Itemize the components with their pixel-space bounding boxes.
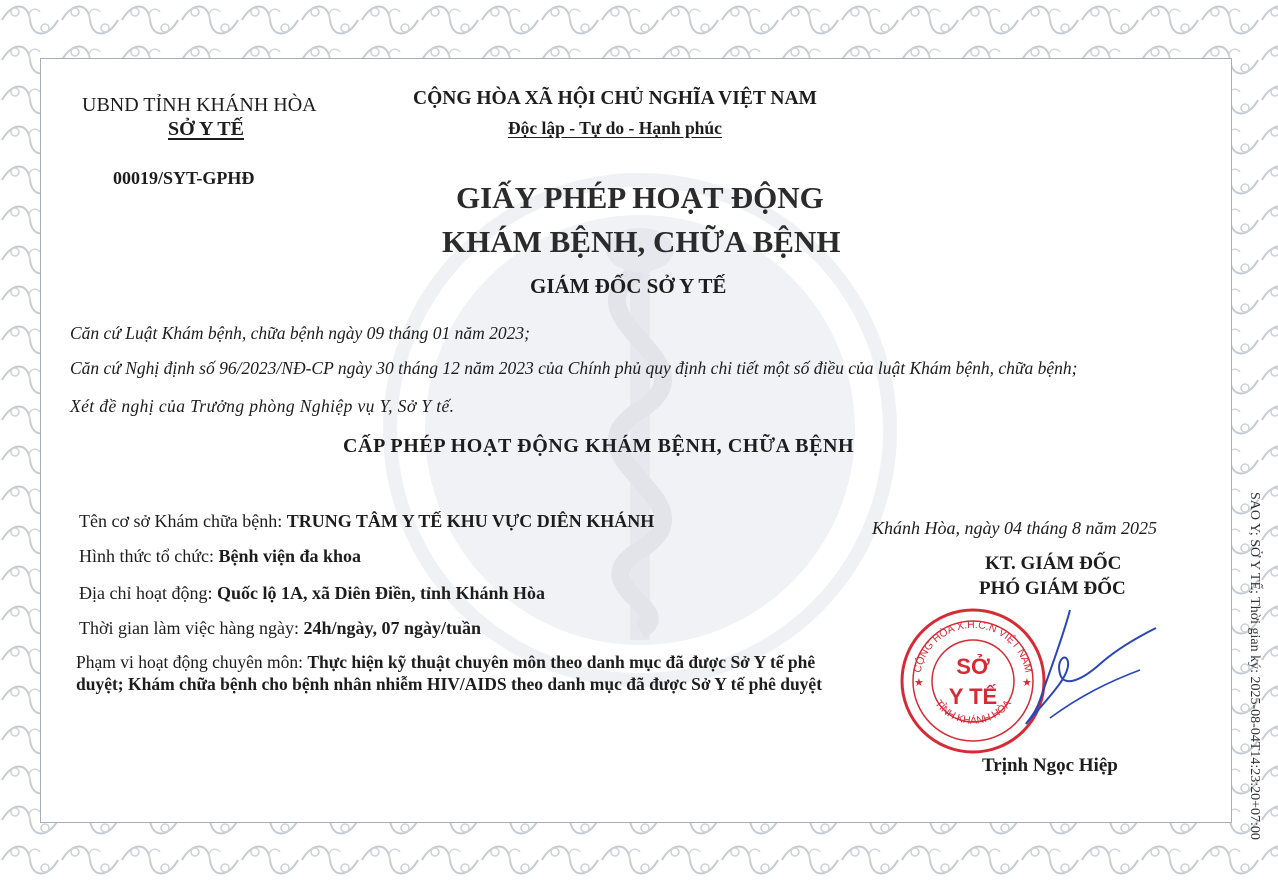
facility-name-row (79, 511, 654, 532)
legal-basis-1: Căn cứ Luật Khám bệnh, chữa bệnh ngày 09 tháng 01 năm 2023; (70, 323, 530, 343)
signer-role-1: KT. GIÁM ĐỐC (985, 553, 1122, 574)
seal-center-line1: SỞ (956, 654, 990, 679)
signer-name: Trịnh Ngọc Hiệp (982, 755, 1118, 776)
address-label: Địa chỉ hoạt động: (79, 583, 213, 603)
department-name: SỞ Y TẾ (168, 118, 244, 140)
handwritten-signature-icon (990, 600, 1160, 740)
svg-text:★: ★ (1022, 677, 1032, 689)
seal-center-line2: Y TẾ (948, 684, 998, 709)
legal-basis-3: Xét đề nghị của Trưởng phòng Nghiệp vụ Y, Sở Y tế. (70, 396, 455, 416)
working-hours-value: 24h/ngày, 07 ngày/tuần (303, 618, 482, 638)
seal-bottom-text: TỈNH KHÁNH HÒA (932, 697, 1014, 727)
scope-row (76, 651, 866, 695)
working-hours-label: Thời gian làm việc hàng ngày: (79, 618, 299, 638)
address-value: Quốc lộ 1A, xã Diên Điền, tỉnh Khánh Hòa (216, 583, 546, 603)
address-row (79, 583, 545, 604)
seal-ring-text: CỘNG HÒA X.H.C.N VIỆT NAM (911, 618, 1035, 674)
issuer-title: GIÁM ĐỐC SỞ Y TẾ (530, 274, 727, 298)
license-number: 00019/SYT-GPHĐ (113, 168, 255, 188)
organization-type-label: Hình thức tổ chức: (79, 546, 214, 566)
facility-name-label: Tên cơ sở Khám chữa bệnh: (79, 511, 283, 531)
scope-label: Phạm vi hoạt động chuyên môn: (76, 652, 303, 672)
country-name: CỘNG HÒA XÃ HỘI CHỦ NGHĨA VIỆT NAM (413, 88, 817, 109)
signer-role-2: PHÓ GIÁM ĐỐC (979, 578, 1126, 599)
digital-signature-stamp: SAO Y; SỞ Y TẾ; Thời gian ký: 2025-08-04T14:23:20+07:00 (1247, 492, 1262, 840)
document-title-line1: GIẤY PHÉP HOẠT ĐỘNG (456, 180, 824, 215)
agency-name: UBND TỈNH KHÁNH HÒA (82, 94, 317, 116)
legal-basis-2: Căn cứ Nghị định số 96/2023/NĐ-CP ngày 30 tháng 12 năm 2023 của Chính phủ quy định chi tiết một số điều của luật Khám bệnh, chữa bệnh; (70, 358, 1078, 378)
svg-text:★: ★ (914, 677, 924, 689)
organization-type-row (79, 546, 361, 567)
national-motto: Độc lập - Tự do - Hạnh phúc (508, 118, 722, 138)
working-hours-row (79, 618, 481, 639)
organization-type-value: Bệnh viện đa khoa (218, 546, 362, 566)
facility-name-value: TRUNG TÂM Y TẾ KHU VỰC DIÊN KHÁNH (286, 511, 655, 531)
document-title-line2: KHÁM BỆNH, CHỮA BỆNH (442, 224, 841, 259)
decision-heading: CẤP PHÉP HOẠT ĐỘNG KHÁM BỆNH, CHỮA BỆNH (343, 435, 855, 457)
scope-value: Thực hiện kỹ thuật chuyên môn theo danh mục đã được Sở Y tế phê duyệt; Khám chữa bệnh cho bệnh nhân nhiễm HIV/AIDS theo danh mục đã được Sở Y tế phê duyệt (76, 652, 823, 694)
issue-date: Khánh Hòa, ngày 04 tháng 8 năm 2025 (872, 518, 1157, 538)
